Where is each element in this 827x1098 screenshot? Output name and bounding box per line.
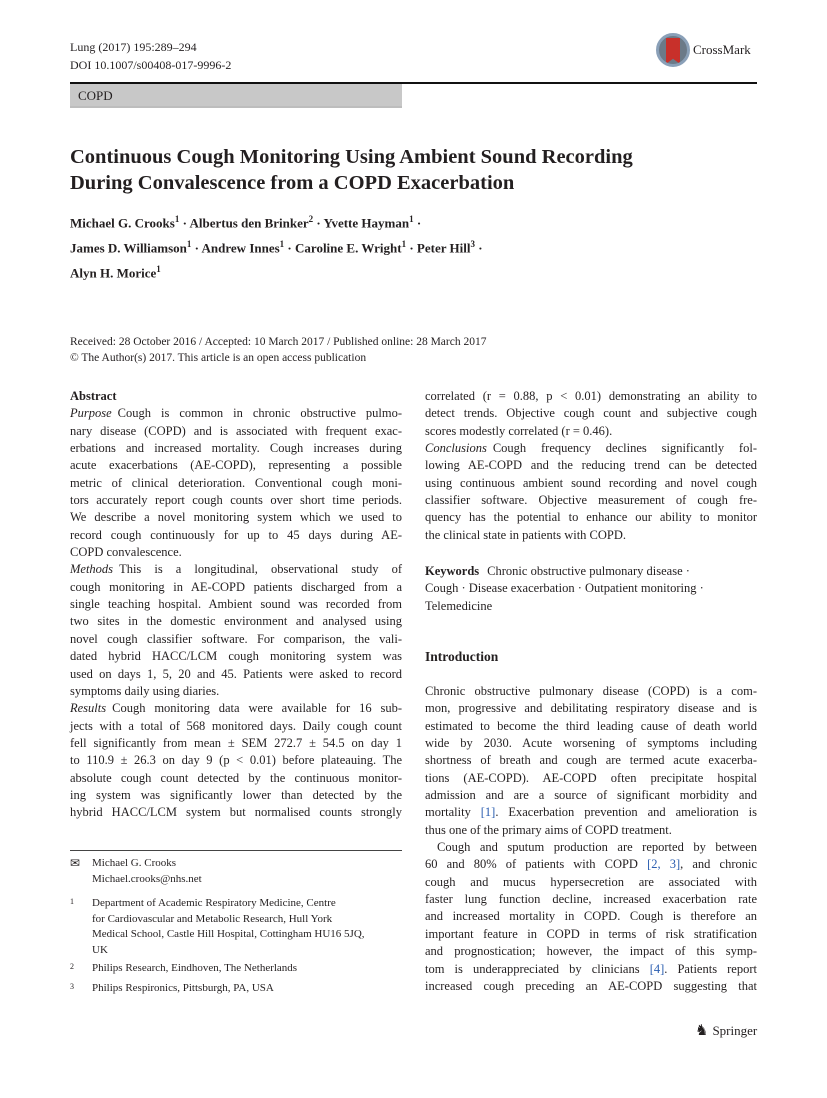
text-line: shortness of breath and cough are termed acute exacerba-: [425, 753, 757, 768]
envelope-icon: ✉: [70, 856, 81, 870]
subsection-label: Methods: [70, 562, 114, 577]
keywords-line: Telemedicine: [425, 598, 493, 613]
text-segment: . Exacerbation prevention and amelioration is: [495, 805, 757, 820]
text-line: hybrid HACC/LCM system but normalised counts strongly: [70, 805, 402, 820]
article-title: [70, 144, 633, 196]
text-line: Methods This is a longitudinal, observational study of: [70, 562, 402, 577]
author-row: [70, 234, 483, 259]
abstract-left-column: [70, 388, 402, 822]
text-segment: . Patients report: [664, 961, 757, 976]
publication-history: Received: 28 October 2016 / Accepted: 10 March 2017 / Published online: 28 March 2017: [70, 336, 487, 348]
author-affiliation-number: 1: [174, 214, 180, 224]
text-line: and increased mortality in COPD. Cough is therefore an: [425, 909, 757, 924]
author-separator: ·: [313, 215, 324, 231]
text-line: Cough and sputum production are reported by between: [437, 840, 757, 855]
text-line: jects with a total of 568 monitored days. Daily cough count: [70, 718, 402, 733]
section-heading: Abstract: [70, 389, 117, 403]
author-row: [70, 259, 483, 284]
category-banner: COPD: [70, 84, 402, 108]
subsection-label: Conclusions: [425, 441, 487, 456]
author-name[interactable]: Caroline E. Wright: [295, 240, 402, 256]
affiliation-number: 3: [70, 982, 74, 991]
affiliation-line: Department of Academic Respiratory Medicine, Centre: [92, 897, 336, 909]
author-name[interactable]: James D. Williamson: [70, 240, 187, 256]
affiliation-line: UK: [92, 943, 108, 956]
text-line: [425, 804, 757, 821]
text-line: symptoms daily using diaries.: [70, 683, 220, 698]
text-line: detect trends. Objective cough count and subjective cough: [425, 406, 757, 421]
author-separator: ·: [284, 240, 296, 256]
author-separator: ·: [406, 240, 417, 256]
text-segment: , and chronic: [680, 857, 758, 872]
affiliation-line: Philips Research, Eindhoven, The Netherlands: [92, 962, 298, 974]
journal-meta: [70, 38, 231, 74]
text-line: mon, progressive and debilitating respiratory disease and is: [425, 701, 757, 716]
text-line: and prognostication; however, the impact of this symp-: [425, 944, 757, 959]
affiliation: [70, 896, 402, 958]
citation-link[interactable]: [2, 3]: [647, 857, 681, 872]
text-line: classifier software. Objective measurement of cough fre-: [425, 493, 757, 508]
author-affiliation-number: 1: [186, 238, 192, 249]
text-line: the clinical state in patients with COPD.: [425, 527, 627, 542]
author-affiliation-number: 1: [401, 238, 407, 249]
author-name[interactable]: Michael G. Crooks: [70, 215, 175, 231]
text-line: wide by 2030. Acute worsening of symptoms including: [425, 736, 757, 751]
text-line: admission and are a source of significant morbidity and: [425, 788, 757, 803]
copyright-line: © The Author(s) 2017. This article is an open access publication: [70, 352, 367, 364]
text-line: thus one of the primary aims of COPD treatment.: [425, 822, 672, 837]
title-line: Continuous Cough Monitoring Using Ambient Sound Recording: [70, 146, 633, 168]
abstract-right-column: [425, 388, 757, 544]
text-line: using continuous ambient sound recording and novel cough: [425, 475, 757, 490]
text-line: to 110.9 ± 26.3 on day 9 (p < 0.01) before plateauing. The: [70, 753, 402, 768]
text-line: cough monitoring in AE-COPD patients discharged from a: [70, 579, 402, 594]
subsection-label: Purpose: [70, 406, 112, 421]
author-name[interactable]: Alyn H. Morice: [70, 264, 157, 280]
citation-link[interactable]: [1]: [480, 805, 496, 820]
text-line: Purpose Cough is common in chronic obstructive pulmo-: [70, 406, 402, 421]
author-affiliation-number: 3: [470, 238, 475, 249]
text-line: record cough continuously for up to 45 days during AE-: [70, 527, 402, 542]
text-line: faster lung function decline, increased exacerbation rate: [425, 892, 757, 907]
author-affiliation-number: 1: [156, 263, 161, 274]
author-name[interactable]: Yvette Hayman: [323, 215, 410, 231]
text-line: single teaching hospital. Ambient sound was recorded from: [70, 597, 402, 612]
author-separator: ·: [179, 215, 190, 231]
affiliation-number: 1: [70, 897, 74, 906]
author-affiliation-number: 1: [279, 238, 285, 249]
text-line: estimated to become the third leading cause of death world: [425, 718, 757, 733]
text-line: tions (AE-COPD). AE-COPD often precipitate hospital: [425, 770, 757, 785]
contact-email[interactable]: Michael.crooks@nhs.net: [92, 872, 202, 885]
author-name[interactable]: Andrew Innes: [201, 240, 280, 256]
text-line: dated hybrid HACC/LCM cough monitoring system was: [70, 649, 402, 664]
text-line: acute exacerbations (AE-COPD), representing a possible: [70, 458, 402, 473]
text-line: lowing AE-COPD and the reducing trend can be detected: [425, 458, 757, 473]
text-line: [425, 961, 757, 978]
author-separator: ·: [474, 240, 483, 256]
footnote-rule: [70, 850, 402, 851]
text-line: ing system was significantly lower than detected by the: [70, 787, 402, 802]
text-line: cough and mucus hypersecretion are associated with: [425, 874, 757, 889]
text-line: nary disease (COPD) and is associated with frequent exac-: [70, 423, 402, 438]
text-line: quency has the potential to enhance our ability to monitor: [425, 510, 757, 525]
author-list: [70, 209, 483, 283]
text-segment: tom is underappreciated by clinicians: [425, 961, 650, 976]
text-line: tors accurately report cough counts over short time periods.: [70, 493, 402, 508]
doi[interactable]: DOI 10.1007/s00408-017-9996-2: [70, 58, 232, 72]
article-dates: [70, 334, 486, 366]
crossmark-badge[interactable]: [656, 33, 751, 67]
title-line: During Convalescence from a COPD Exacerbation: [70, 172, 515, 194]
introduction-text: [425, 683, 757, 995]
keywords-line: Cough · Disease exacerbation · Outpatient monitoring ·: [425, 581, 704, 596]
keywords-line: Chronic obstructive pulmonary disease ·: [487, 564, 690, 578]
crossmark-label: CrossMark: [693, 42, 751, 57]
crossmark-icon: [656, 33, 690, 67]
springer-logo: [695, 1021, 757, 1040]
author-separator: ·: [191, 240, 202, 256]
affiliation-number: 2: [70, 962, 74, 971]
corresponding-author: [70, 856, 402, 887]
introduction-heading: Introduction: [425, 649, 499, 664]
text-line: erbations and increased mortality. Cough increases during: [70, 441, 402, 456]
text-line: [425, 856, 757, 873]
affiliation-line: Medical School, Castle Hill Hospital, Cottingham HU16 5JQ,: [92, 928, 365, 941]
keywords-label: Keywords: [425, 564, 480, 578]
affiliation: [70, 981, 402, 997]
contact-name: Michael G. Crooks: [92, 857, 177, 869]
text-line: We describe a novel monitoring system which we used to: [70, 510, 402, 525]
author-row: [70, 209, 483, 234]
citation-link[interactable]: [4]: [649, 961, 665, 976]
text-line: metric of clinical deterioration. Conventional cough moni-: [70, 475, 402, 490]
author-affiliation-number: 2: [308, 214, 314, 224]
text-line: fell significantly from mean ± SEM 272.7 ± 54.5 on day 1: [70, 735, 402, 750]
text-line: increased cough preceding an AE-COPD suggesting that: [425, 978, 757, 993]
affiliation-line: for Cardiovascular and Metabolic Research, Hull York: [92, 912, 333, 925]
text-line: absolute cough count detected by the continuous monitor-: [70, 770, 402, 785]
text-line: scores modestly correlated (r = 0.46).: [425, 423, 613, 438]
journal-citation: Lung (2017) 195:289–294: [70, 40, 197, 54]
author-name[interactable]: Peter Hill: [416, 240, 471, 256]
text-line: used on days 1, 5, 20 and 45. Patients were asked to record: [70, 666, 402, 681]
author-separator: ·: [413, 215, 422, 231]
text-line: important feature in COPD in terms of risk stratification: [425, 926, 757, 941]
affiliation: [70, 961, 402, 977]
text-line: COPD convalescence.: [70, 545, 182, 560]
text-line: Results Cough monitoring data were available for 16 sub-: [70, 701, 402, 716]
author-affiliation-number: 1: [409, 214, 414, 224]
text-line: Chronic obstructive pulmonary disease (COPD) is a com-: [425, 684, 757, 698]
text-line: correlated (r = 0.88, p < 0.01) demonstrating an ability to: [425, 389, 757, 403]
text-line: two sites in the domestic environment and analysed using: [70, 614, 402, 629]
affiliation-line: Philips Respironics, Pittsburgh, PA, USA: [92, 982, 274, 994]
text-segment: mortality: [425, 805, 481, 820]
author-name[interactable]: Albertus den Brinker: [189, 215, 309, 231]
keywords: [425, 563, 757, 615]
publisher-name: Springer: [712, 1022, 758, 1038]
text-line: novel cough classifier software. For comparison, the vali-: [70, 631, 402, 646]
subsection-label: Results: [70, 701, 107, 716]
springer-horse-icon: ♞: [695, 1023, 709, 1039]
text-line: Conclusions Cough frequency declines significantly fol-: [425, 441, 757, 456]
text-segment: 60 and 80% of patients with COPD: [425, 857, 648, 872]
